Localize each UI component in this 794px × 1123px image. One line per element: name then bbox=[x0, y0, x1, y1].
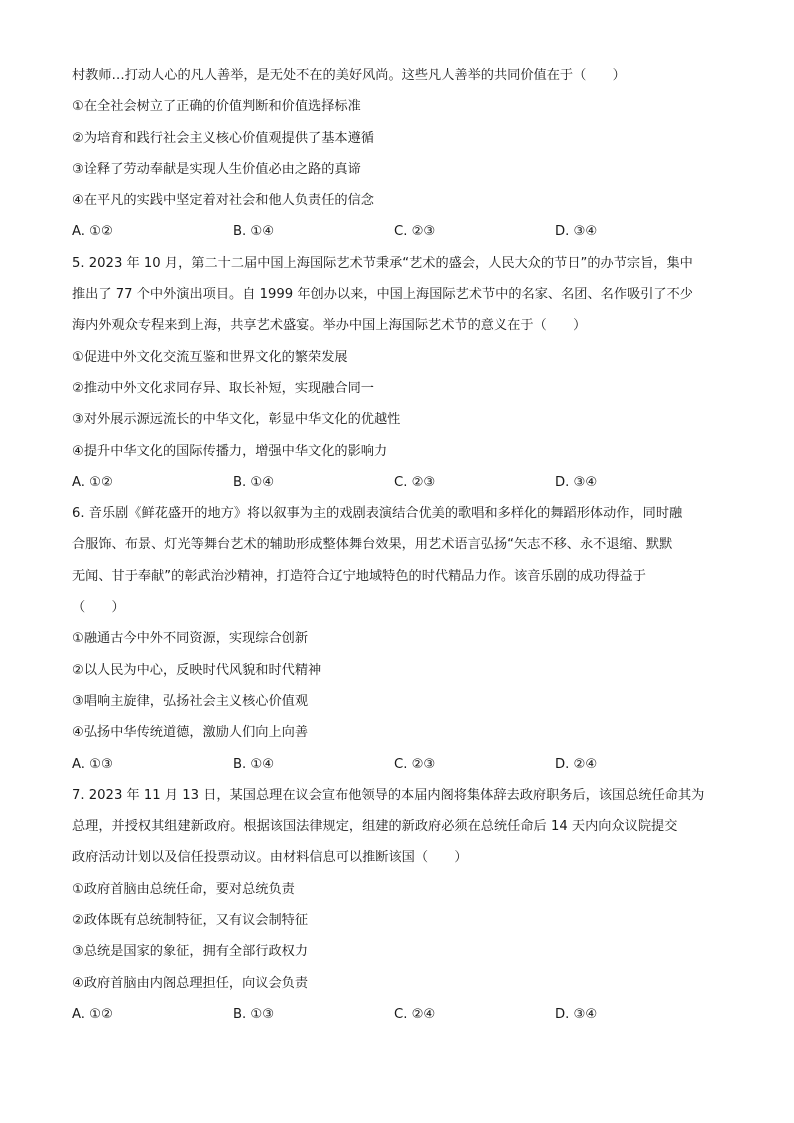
option-c: C. ②③ bbox=[394, 474, 436, 490]
option-d: D. ③④ bbox=[555, 474, 598, 490]
question-stem-line: 5. 2023 年 10 月，第二十二届中国上海国际艺术节秉承“艺术的盛会，人民大众的节日”的办节宗旨，集中 bbox=[72, 255, 693, 271]
option-c: C. ②③ bbox=[394, 224, 436, 240]
answer-options bbox=[72, 467, 724, 498]
question-7 bbox=[72, 780, 724, 1030]
option-b: B. ①④ bbox=[233, 224, 275, 240]
option-b: B. ①④ bbox=[233, 756, 275, 772]
answer-options bbox=[72, 216, 724, 247]
question-stem-line: 7. 2023 年 11 月 13 日，某国总理在议会宣布他领导的本届内阁将集体辞去政府职务后，该国总统任命其为 bbox=[72, 787, 705, 803]
answer-options bbox=[72, 999, 724, 1030]
option-b: B. ①③ bbox=[233, 1006, 275, 1022]
answer-options bbox=[72, 749, 724, 780]
choice-item: ④弘扬中华传统道德，激励人们向上向善 bbox=[72, 725, 309, 741]
choice-item: ④政府首脑由内阁总理担任，向议会负责 bbox=[72, 975, 309, 991]
option-a: A. ①③ bbox=[72, 756, 113, 772]
choice-item: ④提升中华文化的国际传播力，增强中华文化的影响力 bbox=[72, 443, 388, 459]
option-d: D. ③④ bbox=[555, 1006, 598, 1022]
choice-item: ②推动中外文化求同存异、取长补短，实现融合同一 bbox=[72, 380, 374, 396]
option-c: C. ②④ bbox=[394, 1006, 436, 1022]
choice-item: ①政府首脑由总统任命，要对总统负责 bbox=[72, 881, 295, 897]
option-a: A. ①② bbox=[72, 474, 113, 490]
choice-item: ①促进中外文化交流互鉴和世界文化的繁荣发展 bbox=[72, 349, 348, 365]
choice-item: ①在全社会树立了正确的价值判断和价值选择标准 bbox=[72, 99, 361, 115]
option-c: C. ②③ bbox=[394, 756, 436, 772]
question-stem-line: 6. 音乐剧《鲜花盛开的地方》将以叙事为主的戏剧表演结合优美的歌唱和多样化的舞蹈形体动作，同时融 bbox=[72, 506, 683, 522]
choice-item: ③对外展示源远流长的中华文化，彰显中华文化的优越性 bbox=[72, 412, 401, 428]
choice-item: ②为培育和践行社会主义核心价值观提供了基本遵循 bbox=[72, 130, 374, 146]
question-stem-line: 政府活动计划以及信任投票动议。由材料信息可以推断该国（ ） bbox=[72, 850, 468, 866]
question-4-continuation bbox=[72, 60, 724, 248]
choice-item: ④在平凡的实践中坚定着对社会和他人负责任的信念 bbox=[72, 193, 374, 209]
option-b: B. ①④ bbox=[233, 474, 275, 490]
question-stem-line: 推出了 77 个中外演出项目。自 1999 年创办以来，中国上海国际艺术节中的名家、名团、名作吸引了不少 bbox=[72, 287, 693, 303]
option-d: D. ③④ bbox=[555, 224, 598, 240]
choice-item: ②政体既有总统制特征，又有议会制特征 bbox=[72, 913, 309, 929]
option-a: A. ①② bbox=[72, 224, 113, 240]
option-a: A. ①② bbox=[72, 1006, 113, 1022]
choice-item: ③诠释了劳动奉献是实现人生价值必由之路的真谛 bbox=[72, 161, 361, 177]
question-stem-line: 村教师…打动人心的凡人善举，是无处不在的美好风尚。这些凡人善举的共同价值在于（ ） bbox=[72, 68, 626, 83]
question-page bbox=[72, 60, 724, 1030]
question-stem-line: 海内外观众专程来到上海，共享艺术盛宴。举办中国上海国际艺术节的意义在于（ ） bbox=[72, 318, 587, 334]
choice-item: ②以人民为中心，反映时代风貌和时代精神 bbox=[72, 662, 322, 678]
question-5 bbox=[72, 248, 724, 498]
question-stem-line: （ ） bbox=[72, 600, 125, 616]
question-6 bbox=[72, 498, 724, 780]
question-stem-line: 总理，并授权其组建新政府。根据该国法律规定，组建的新政府必须在总统任命后 14 天内向众议院提交 bbox=[72, 819, 678, 835]
choice-item: ③唱响主旋律，弘扬社会主义核心价值观 bbox=[72, 693, 309, 709]
choice-item: ①融通古今中外不同资源，实现综合创新 bbox=[72, 631, 309, 647]
question-stem-line: 合服饰、布景、灯光等舞台艺术的辅助形成整体舞台效果，用艺术语言弘扬“矢志不移、永不退缩、默默 bbox=[72, 537, 673, 553]
option-d: D. ②④ bbox=[555, 756, 598, 772]
question-stem-line: 无闻、甘于奉献”的彰武治沙精神，打造符合辽宁地域特色的时代精品力作。该音乐剧的成功得益于 bbox=[72, 568, 646, 584]
choice-item: ③总统是国家的象征，拥有全部行政权力 bbox=[72, 944, 309, 960]
